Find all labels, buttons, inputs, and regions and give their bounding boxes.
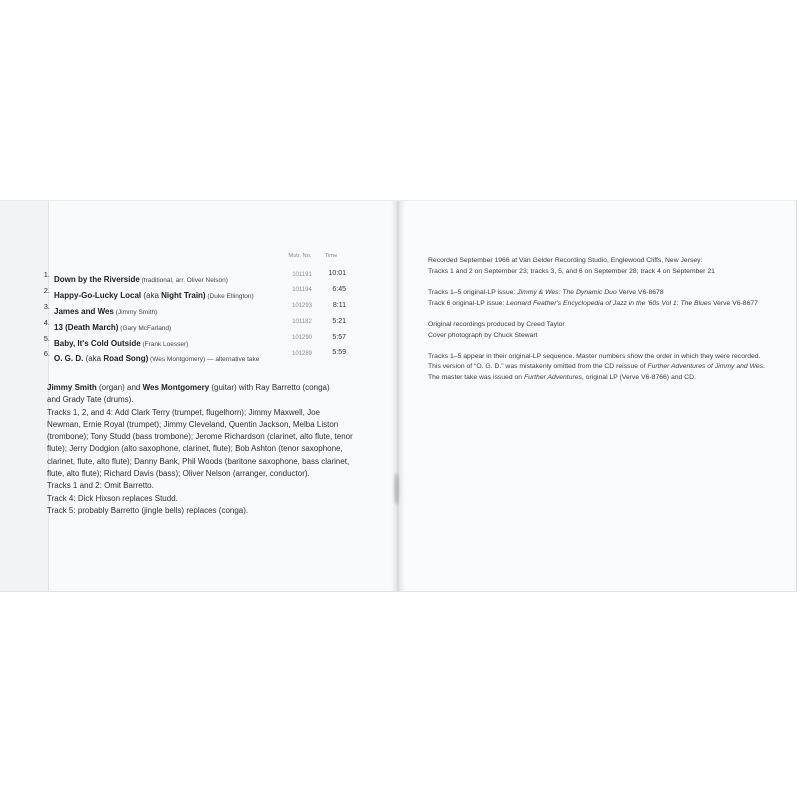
- track-master-number: 101290: [291, 335, 313, 342]
- personnel-line: [47, 394, 399, 406]
- track-list-header: [36, 253, 348, 263]
- track-title-run: Road Song): [103, 354, 149, 364]
- track-title-run: Baby, It's Cold Outside: [54, 338, 141, 348]
- personnel-run: (organ) and: [96, 383, 143, 392]
- track-master-number: 101293: [291, 303, 313, 310]
- notes-run: Track 6 original-LP issue:: [428, 299, 507, 307]
- track-number: 6.: [43, 349, 50, 359]
- track-time: 8:11: [332, 301, 346, 309]
- track-number: 1.: [43, 270, 50, 279]
- track-master-number: 101182: [292, 319, 312, 326]
- personnel-run: Wes Montgomery: [142, 383, 210, 392]
- personnel-run: (trombone); Tony Studd (bass trombone); Jerome Richardson (clarinet, alto flute, tenor: [47, 432, 353, 442]
- booklet-spread: [0, 200, 797, 592]
- notes-run: This version of “O. G. D.” was mistakenly omitted from the CD reissue of: [428, 363, 648, 371]
- personnel-line: [47, 431, 399, 443]
- notes-run: Verve V6-8678: [616, 288, 664, 296]
- personnel-run: flute, alto flute); Richard Davis (bass); Oliver Nelson (arranger, conductor).: [47, 469, 310, 479]
- notes-run: Jimmy & Wes: The Dynamic Duo: [517, 288, 617, 296]
- notes-paragraph: [428, 320, 773, 341]
- notes-line: [428, 288, 773, 299]
- personnel-run: Jimmy Smith: [47, 383, 97, 392]
- track-row: [36, 348, 348, 364]
- personnel-run: Tracks 1 and 2: Omit Barretto.: [47, 481, 154, 491]
- notes-line: [428, 352, 773, 363]
- personnel-line: [47, 493, 399, 505]
- personnel-notes: [47, 382, 399, 517]
- notes-paragraph: [428, 256, 773, 277]
- personnel-line: [47, 505, 399, 517]
- track-title-run: (Frank Loesser): [140, 340, 189, 348]
- track-master-number: 101191: [292, 271, 312, 278]
- notes-line: [428, 299, 773, 310]
- track-time: 10:01: [328, 270, 346, 277]
- track-number: 4.: [43, 317, 50, 327]
- track-title-run: Night Train): [161, 290, 206, 300]
- notes-run: Verve V6-8677: [711, 299, 758, 307]
- personnel-run: (guitar) with Ray Barretto (conga): [209, 383, 330, 392]
- track-master-number: 101194: [292, 287, 312, 294]
- notes-run: The master take was issued on: [428, 374, 524, 382]
- track-title-run: James and Wes: [54, 306, 114, 316]
- track-title-run: (Gary McFarland): [118, 324, 172, 332]
- notes-line: [428, 331, 773, 342]
- notes-run: Leonard Feather's Encyclopedia of Jazz in the '60s Vol 1: The Blues: [506, 299, 712, 307]
- track-time: 5:57: [332, 333, 346, 341]
- notes-run: Cover photograph by Chuck Stewart: [428, 331, 538, 339]
- track-master-number: 101289: [291, 350, 313, 357]
- notes-run: Further Adventures: [523, 374, 582, 382]
- personnel-run: flute); Jerry Dodgion (alto saxophone, clarinet, flute); Bob Ashton (tenor saxophone,: [47, 444, 343, 454]
- track-title-run: (aka: [85, 354, 104, 364]
- track-title-run: (aka: [143, 290, 162, 300]
- personnel-line: [47, 419, 399, 431]
- personnel-run: clarinet, flute, alto flute); Danny Bank, Phil Woods (baritone saxophone, bass clarinet,: [47, 456, 350, 466]
- track-row: [36, 269, 348, 285]
- personnel-line: [47, 468, 399, 480]
- notes-run: Tracks 1 and 2 on September 23; tracks 3, 5, and 6 on September 28; track 4 on September 21: [428, 267, 715, 275]
- notes-line: [428, 267, 773, 278]
- notes-line: [428, 320, 773, 331]
- personnel-run: and Grady Tate (drums).: [47, 395, 134, 405]
- track-list: [36, 269, 348, 364]
- track-title-run: (Wes Montgomery): [148, 356, 206, 364]
- notes-run: Original recordings produced by Creed Taylor: [428, 320, 565, 328]
- track-time: 6:45: [332, 285, 346, 293]
- track-title-run: — alternative take: [205, 356, 260, 364]
- notes-line: [428, 362, 773, 373]
- notes-run: , original LP (Verve V6-8766) and CD.: [581, 374, 696, 382]
- personnel-run: Tracks 1, 2, and 4: Add Clark Terry (trumpet, flugelhorn); Jimmy Maxwell, Joe: [47, 407, 320, 417]
- personnel-line: [47, 480, 399, 492]
- column-header-master-number: Mstr. No.: [288, 253, 312, 259]
- track-row: [36, 301, 348, 317]
- personnel-line: [47, 407, 399, 419]
- personnel-run: Track 5: probably Barretto (jingle bells) replaces (conga).: [47, 505, 249, 515]
- personnel-line: [47, 382, 399, 394]
- track-number: 2.: [43, 285, 50, 295]
- personnel-line: [47, 443, 399, 455]
- personnel-line: [47, 456, 399, 468]
- track-title-run: O. G. D.: [54, 354, 86, 364]
- column-header-time: Time: [324, 253, 338, 259]
- notes-run: .: [763, 363, 765, 371]
- notes-line: [428, 373, 773, 384]
- track-row: [36, 285, 348, 301]
- personnel-run: Track 4: Dick Hixson replaces Studd.: [47, 493, 178, 503]
- notes-paragraph: [428, 288, 773, 309]
- notes-run: Further Adventures of Jimmy and Wes: [647, 363, 764, 371]
- track-title-run: Down by the Riverside: [54, 275, 140, 284]
- track-title-run: (Jimmy Smith): [113, 308, 158, 316]
- track-number: 5.: [43, 333, 50, 343]
- notes-run: Recorded September 1966 at Van Gelder Recording Studio, Englewood Cliffs, New Jersey:: [428, 257, 703, 264]
- notes-paragraph: [428, 352, 773, 384]
- track-title-run: (traditional, arr. Oliver Nelson): [139, 277, 228, 284]
- track-title-run: Happy-Go-Lucky Local: [54, 290, 144, 300]
- track-number: 3.: [43, 301, 50, 311]
- notes-line: [428, 256, 773, 267]
- track-row: [36, 317, 348, 333]
- track-row: [36, 333, 348, 349]
- track-time: 5:21: [332, 317, 346, 325]
- track-title-run: 13 (Death March): [54, 322, 119, 332]
- track-title: [54, 348, 259, 366]
- recording-notes: [428, 256, 773, 394]
- track-title-run: (Duke Ellington): [205, 292, 254, 300]
- notes-run: Tracks 1–5 original-LP issue:: [428, 288, 518, 296]
- notes-run: Tracks 1–5 appear in their original-LP sequence. Master numbers show the order in which they were recorded.: [428, 352, 761, 360]
- track-time: 5:59: [332, 349, 346, 357]
- personnel-run: Newman, Ernie Royal (trumpet); Jimmy Cleveland, Quentin Jackson, Melba Liston: [47, 419, 339, 429]
